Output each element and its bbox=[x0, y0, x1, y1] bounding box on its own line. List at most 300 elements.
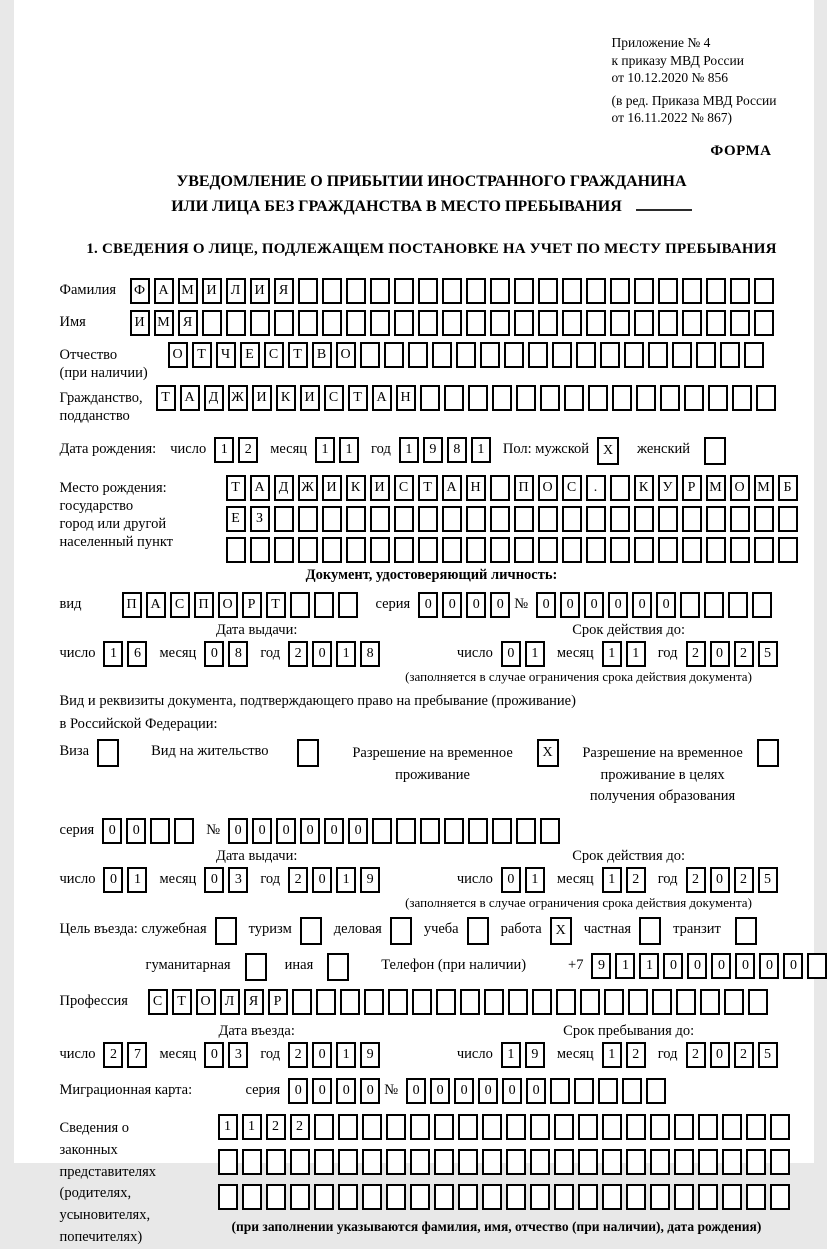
char-cell[interactable]: Б bbox=[778, 475, 798, 501]
residence-series-field[interactable] bbox=[102, 818, 198, 844]
char-cell[interactable]: С bbox=[170, 592, 190, 618]
char-cell[interactable] bbox=[724, 989, 744, 1015]
char-cell[interactable]: 2 bbox=[686, 1042, 706, 1068]
char-cell[interactable] bbox=[658, 278, 678, 304]
char-cell[interactable]: 1 bbox=[639, 953, 659, 979]
char-cell[interactable] bbox=[338, 592, 358, 618]
char-cell[interactable] bbox=[610, 506, 630, 532]
char-cell[interactable]: И bbox=[252, 385, 272, 411]
char-cell[interactable] bbox=[372, 818, 392, 844]
char-cell[interactable] bbox=[274, 537, 294, 563]
char-cell[interactable] bbox=[370, 506, 390, 532]
char-cell[interactable] bbox=[722, 1114, 742, 1140]
char-cell[interactable] bbox=[602, 1184, 622, 1210]
char-cell[interactable] bbox=[650, 1184, 670, 1210]
char-cell[interactable]: О bbox=[730, 475, 750, 501]
residence-number-field[interactable] bbox=[228, 818, 564, 844]
char-cell[interactable]: Е bbox=[226, 506, 246, 532]
valid-month-field[interactable] bbox=[602, 867, 650, 893]
char-cell[interactable]: И bbox=[300, 385, 320, 411]
temp-residence-checkbox[interactable]: X bbox=[537, 739, 559, 767]
char-cell[interactable] bbox=[562, 278, 582, 304]
char-cell[interactable] bbox=[704, 592, 724, 618]
char-cell[interactable] bbox=[682, 537, 702, 563]
char-cell[interactable]: 1 bbox=[127, 867, 147, 893]
char-cell[interactable] bbox=[410, 1184, 430, 1210]
char-cell[interactable] bbox=[562, 310, 582, 336]
stay-month-field[interactable] bbox=[602, 1042, 650, 1068]
char-cell[interactable] bbox=[610, 278, 630, 304]
char-cell[interactable]: Т bbox=[266, 592, 286, 618]
char-cell[interactable] bbox=[340, 989, 360, 1015]
stay-day-field[interactable] bbox=[501, 1042, 549, 1068]
char-cell[interactable] bbox=[360, 342, 380, 368]
char-cell[interactable] bbox=[698, 1149, 718, 1175]
char-cell[interactable] bbox=[588, 385, 608, 411]
char-cell[interactable]: Т bbox=[156, 385, 176, 411]
char-cell[interactable] bbox=[290, 1184, 310, 1210]
purpose-business-checkbox[interactable] bbox=[390, 917, 412, 945]
char-cell[interactable]: 9 bbox=[423, 437, 443, 463]
char-cell[interactable]: Д bbox=[274, 475, 294, 501]
char-cell[interactable]: 0 bbox=[656, 592, 676, 618]
char-cell[interactable]: 0 bbox=[126, 818, 146, 844]
char-cell[interactable] bbox=[730, 506, 750, 532]
char-cell[interactable]: И bbox=[130, 310, 150, 336]
char-cell[interactable]: 3 bbox=[228, 1042, 248, 1068]
char-cell[interactable] bbox=[538, 537, 558, 563]
representatives-row1[interactable] bbox=[218, 1114, 794, 1140]
char-cell[interactable] bbox=[634, 278, 654, 304]
issue-day-field[interactable] bbox=[103, 641, 151, 667]
char-cell[interactable] bbox=[346, 278, 366, 304]
char-cell[interactable] bbox=[482, 1149, 502, 1175]
char-cell[interactable]: 2 bbox=[238, 437, 258, 463]
char-cell[interactable] bbox=[290, 1149, 310, 1175]
char-cell[interactable]: 1 bbox=[336, 641, 356, 667]
char-cell[interactable]: 0 bbox=[228, 818, 248, 844]
char-cell[interactable]: Р bbox=[268, 989, 288, 1015]
char-cell[interactable] bbox=[338, 1149, 358, 1175]
char-cell[interactable] bbox=[218, 1184, 238, 1210]
char-cell[interactable] bbox=[466, 310, 486, 336]
char-cell[interactable]: 8 bbox=[447, 437, 467, 463]
char-cell[interactable] bbox=[514, 278, 534, 304]
char-cell[interactable] bbox=[778, 506, 798, 532]
char-cell[interactable]: К bbox=[346, 475, 366, 501]
char-cell[interactable]: Ф bbox=[130, 278, 150, 304]
char-cell[interactable]: 0 bbox=[312, 1078, 332, 1104]
char-cell[interactable] bbox=[150, 818, 170, 844]
char-cell[interactable]: 0 bbox=[336, 1078, 356, 1104]
char-cell[interactable] bbox=[458, 1149, 478, 1175]
char-cell[interactable] bbox=[674, 1149, 694, 1175]
char-cell[interactable]: К bbox=[634, 475, 654, 501]
char-cell[interactable]: К bbox=[276, 385, 296, 411]
char-cell[interactable] bbox=[602, 1149, 622, 1175]
char-cell[interactable] bbox=[442, 310, 462, 336]
char-cell[interactable]: П bbox=[122, 592, 142, 618]
char-cell[interactable]: 2 bbox=[734, 867, 754, 893]
purpose-private-checkbox[interactable] bbox=[639, 917, 661, 945]
entry-day-field[interactable] bbox=[103, 1042, 151, 1068]
temp-residence-education-checkbox[interactable] bbox=[757, 739, 779, 767]
char-cell[interactable]: Л bbox=[226, 278, 246, 304]
char-cell[interactable]: С bbox=[148, 989, 168, 1015]
entry-year-field[interactable] bbox=[288, 1042, 384, 1068]
char-cell[interactable]: . bbox=[586, 475, 606, 501]
char-cell[interactable]: 1 bbox=[336, 1042, 356, 1068]
char-cell[interactable] bbox=[292, 989, 312, 1015]
char-cell[interactable]: 1 bbox=[525, 641, 545, 667]
char-cell[interactable] bbox=[674, 1114, 694, 1140]
char-cell[interactable] bbox=[652, 989, 672, 1015]
char-cell[interactable] bbox=[346, 537, 366, 563]
char-cell[interactable]: 2 bbox=[290, 1114, 310, 1140]
char-cell[interactable] bbox=[660, 385, 680, 411]
char-cell[interactable]: 2 bbox=[734, 1042, 754, 1068]
char-cell[interactable] bbox=[756, 385, 776, 411]
char-cell[interactable] bbox=[610, 310, 630, 336]
char-cell[interactable] bbox=[676, 989, 696, 1015]
char-cell[interactable]: М bbox=[754, 475, 774, 501]
char-cell[interactable] bbox=[322, 506, 342, 532]
char-cell[interactable] bbox=[490, 278, 510, 304]
char-cell[interactable]: 0 bbox=[526, 1078, 546, 1104]
char-cell[interactable] bbox=[532, 989, 552, 1015]
issue-day-field[interactable] bbox=[103, 867, 151, 893]
char-cell[interactable]: 1 bbox=[525, 867, 545, 893]
char-cell[interactable] bbox=[346, 506, 366, 532]
char-cell[interactable] bbox=[706, 278, 726, 304]
char-cell[interactable] bbox=[648, 342, 668, 368]
char-cell[interactable] bbox=[242, 1184, 262, 1210]
char-cell[interactable]: Т bbox=[226, 475, 246, 501]
char-cell[interactable]: 2 bbox=[686, 641, 706, 667]
char-cell[interactable]: 5 bbox=[758, 1042, 778, 1068]
char-cell[interactable]: И bbox=[322, 475, 342, 501]
char-cell[interactable] bbox=[226, 310, 246, 336]
char-cell[interactable] bbox=[418, 537, 438, 563]
char-cell[interactable]: Р bbox=[242, 592, 262, 618]
char-cell[interactable] bbox=[514, 310, 534, 336]
char-cell[interactable] bbox=[538, 506, 558, 532]
char-cell[interactable]: 0 bbox=[687, 953, 707, 979]
purpose-work-checkbox[interactable]: X bbox=[550, 917, 572, 945]
char-cell[interactable] bbox=[706, 537, 726, 563]
char-cell[interactable] bbox=[650, 1114, 670, 1140]
char-cell[interactable] bbox=[564, 385, 584, 411]
char-cell[interactable] bbox=[730, 278, 750, 304]
char-cell[interactable] bbox=[314, 1114, 334, 1140]
char-cell[interactable] bbox=[316, 989, 336, 1015]
char-cell[interactable]: 1 bbox=[471, 437, 491, 463]
char-cell[interactable] bbox=[604, 989, 624, 1015]
char-cell[interactable] bbox=[420, 818, 440, 844]
char-cell[interactable] bbox=[580, 989, 600, 1015]
char-cell[interactable] bbox=[516, 818, 536, 844]
char-cell[interactable] bbox=[298, 506, 318, 532]
char-cell[interactable]: 1 bbox=[339, 437, 359, 463]
char-cell[interactable] bbox=[550, 1078, 570, 1104]
char-cell[interactable] bbox=[700, 989, 720, 1015]
char-cell[interactable] bbox=[540, 818, 560, 844]
char-cell[interactable] bbox=[490, 310, 510, 336]
char-cell[interactable] bbox=[754, 278, 774, 304]
purpose-other-checkbox[interactable] bbox=[327, 953, 349, 981]
char-cell[interactable]: 2 bbox=[626, 1042, 646, 1068]
char-cell[interactable]: 1 bbox=[602, 641, 622, 667]
char-cell[interactable]: 5 bbox=[758, 641, 778, 667]
char-cell[interactable] bbox=[322, 310, 342, 336]
char-cell[interactable]: 2 bbox=[734, 641, 754, 667]
issue-month-field[interactable] bbox=[204, 867, 252, 893]
issue-year-field[interactable] bbox=[288, 641, 384, 667]
char-cell[interactable] bbox=[370, 310, 390, 336]
char-cell[interactable]: 0 bbox=[252, 818, 272, 844]
char-cell[interactable]: Я bbox=[244, 989, 264, 1015]
char-cell[interactable]: И bbox=[370, 475, 390, 501]
char-cell[interactable] bbox=[722, 1184, 742, 1210]
char-cell[interactable]: О bbox=[196, 989, 216, 1015]
char-cell[interactable]: В bbox=[312, 342, 332, 368]
char-cell[interactable]: П bbox=[194, 592, 214, 618]
char-cell[interactable]: Ж bbox=[298, 475, 318, 501]
char-cell[interactable] bbox=[578, 1114, 598, 1140]
char-cell[interactable]: О bbox=[336, 342, 356, 368]
char-cell[interactable] bbox=[466, 278, 486, 304]
char-cell[interactable]: А bbox=[180, 385, 200, 411]
migration-number-field[interactable] bbox=[406, 1078, 670, 1104]
visa-checkbox[interactable] bbox=[97, 739, 119, 767]
char-cell[interactable] bbox=[290, 592, 310, 618]
valid-year-field[interactable] bbox=[686, 641, 782, 667]
char-cell[interactable] bbox=[538, 310, 558, 336]
char-cell[interactable] bbox=[778, 537, 798, 563]
char-cell[interactable]: 0 bbox=[276, 818, 296, 844]
char-cell[interactable]: Н bbox=[466, 475, 486, 501]
char-cell[interactable] bbox=[634, 506, 654, 532]
char-cell[interactable]: 1 bbox=[214, 437, 234, 463]
char-cell[interactable]: 9 bbox=[591, 953, 611, 979]
char-cell[interactable]: 1 bbox=[399, 437, 419, 463]
char-cell[interactable] bbox=[754, 310, 774, 336]
purpose-transit-checkbox[interactable] bbox=[735, 917, 757, 945]
char-cell[interactable] bbox=[698, 1184, 718, 1210]
char-cell[interactable] bbox=[636, 385, 656, 411]
char-cell[interactable] bbox=[744, 342, 764, 368]
char-cell[interactable] bbox=[610, 537, 630, 563]
char-cell[interactable] bbox=[598, 1078, 618, 1104]
char-cell[interactable]: 1 bbox=[602, 867, 622, 893]
char-cell[interactable] bbox=[410, 1149, 430, 1175]
char-cell[interactable] bbox=[362, 1114, 382, 1140]
char-cell[interactable] bbox=[684, 385, 704, 411]
char-cell[interactable]: 0 bbox=[478, 1078, 498, 1104]
char-cell[interactable]: А bbox=[146, 592, 166, 618]
char-cell[interactable]: М bbox=[178, 278, 198, 304]
char-cell[interactable] bbox=[420, 385, 440, 411]
patronymic-field[interactable] bbox=[168, 342, 768, 368]
char-cell[interactable]: М bbox=[154, 310, 174, 336]
char-cell[interactable] bbox=[458, 1184, 478, 1210]
char-cell[interactable]: С bbox=[562, 475, 582, 501]
char-cell[interactable] bbox=[314, 592, 334, 618]
char-cell[interactable] bbox=[434, 1184, 454, 1210]
purpose-official-checkbox[interactable] bbox=[215, 917, 237, 945]
char-cell[interactable] bbox=[754, 506, 774, 532]
char-cell[interactable]: 0 bbox=[632, 592, 652, 618]
char-cell[interactable]: 0 bbox=[735, 953, 755, 979]
char-cell[interactable]: Е bbox=[240, 342, 260, 368]
char-cell[interactable] bbox=[574, 1078, 594, 1104]
char-cell[interactable] bbox=[322, 537, 342, 563]
char-cell[interactable]: Ж bbox=[228, 385, 248, 411]
char-cell[interactable]: 5 bbox=[758, 867, 778, 893]
char-cell[interactable] bbox=[484, 989, 504, 1015]
issue-month-field[interactable] bbox=[204, 641, 252, 667]
char-cell[interactable]: 0 bbox=[501, 641, 521, 667]
purpose-humanitarian-checkbox[interactable] bbox=[245, 953, 267, 981]
char-cell[interactable] bbox=[730, 310, 750, 336]
char-cell[interactable] bbox=[314, 1184, 334, 1210]
char-cell[interactable]: А bbox=[154, 278, 174, 304]
char-cell[interactable] bbox=[610, 475, 630, 501]
char-cell[interactable]: 1 bbox=[315, 437, 335, 463]
char-cell[interactable] bbox=[468, 385, 488, 411]
char-cell[interactable] bbox=[226, 537, 246, 563]
char-cell[interactable]: 1 bbox=[615, 953, 635, 979]
char-cell[interactable] bbox=[460, 989, 480, 1015]
char-cell[interactable]: 0 bbox=[360, 1078, 380, 1104]
char-cell[interactable]: 0 bbox=[710, 1042, 730, 1068]
char-cell[interactable] bbox=[682, 310, 702, 336]
char-cell[interactable]: Р bbox=[682, 475, 702, 501]
char-cell[interactable]: 9 bbox=[360, 867, 380, 893]
char-cell[interactable] bbox=[412, 989, 432, 1015]
char-cell[interactable] bbox=[250, 310, 270, 336]
char-cell[interactable] bbox=[554, 1114, 574, 1140]
purpose-tourism-checkbox[interactable] bbox=[300, 917, 322, 945]
char-cell[interactable] bbox=[578, 1184, 598, 1210]
char-cell[interactable]: М bbox=[706, 475, 726, 501]
char-cell[interactable] bbox=[530, 1184, 550, 1210]
char-cell[interactable]: С bbox=[324, 385, 344, 411]
char-cell[interactable] bbox=[516, 385, 536, 411]
char-cell[interactable] bbox=[554, 1149, 574, 1175]
char-cell[interactable]: 0 bbox=[502, 1078, 522, 1104]
char-cell[interactable] bbox=[370, 278, 390, 304]
char-cell[interactable]: 0 bbox=[536, 592, 556, 618]
char-cell[interactable] bbox=[266, 1184, 286, 1210]
char-cell[interactable] bbox=[482, 1184, 502, 1210]
char-cell[interactable] bbox=[612, 385, 632, 411]
char-cell[interactable] bbox=[562, 537, 582, 563]
char-cell[interactable]: С bbox=[264, 342, 284, 368]
char-cell[interactable] bbox=[506, 1149, 526, 1175]
char-cell[interactable]: О bbox=[168, 342, 188, 368]
char-cell[interactable]: 2 bbox=[103, 1042, 123, 1068]
char-cell[interactable]: 0 bbox=[348, 818, 368, 844]
char-cell[interactable]: 6 bbox=[127, 641, 147, 667]
char-cell[interactable] bbox=[466, 506, 486, 532]
char-cell[interactable]: Т bbox=[192, 342, 212, 368]
char-cell[interactable]: 1 bbox=[602, 1042, 622, 1068]
issue-year-field[interactable] bbox=[288, 867, 384, 893]
char-cell[interactable]: Л bbox=[220, 989, 240, 1015]
char-cell[interactable]: О bbox=[218, 592, 238, 618]
char-cell[interactable] bbox=[490, 537, 510, 563]
char-cell[interactable]: А bbox=[372, 385, 392, 411]
char-cell[interactable]: Я bbox=[178, 310, 198, 336]
char-cell[interactable]: 1 bbox=[626, 641, 646, 667]
char-cell[interactable]: 0 bbox=[560, 592, 580, 618]
char-cell[interactable]: 0 bbox=[711, 953, 731, 979]
char-cell[interactable]: З bbox=[250, 506, 270, 532]
char-cell[interactable] bbox=[386, 1149, 406, 1175]
char-cell[interactable] bbox=[442, 506, 462, 532]
birth-year-field[interactable] bbox=[399, 437, 495, 463]
char-cell[interactable]: О bbox=[538, 475, 558, 501]
phone-field[interactable] bbox=[591, 953, 827, 979]
char-cell[interactable]: 0 bbox=[103, 867, 123, 893]
char-cell[interactable] bbox=[770, 1149, 790, 1175]
char-cell[interactable]: 0 bbox=[442, 592, 462, 618]
char-cell[interactable]: 8 bbox=[228, 641, 248, 667]
char-cell[interactable] bbox=[458, 1114, 478, 1140]
valid-year-field[interactable] bbox=[686, 867, 782, 893]
char-cell[interactable] bbox=[408, 342, 428, 368]
char-cell[interactable] bbox=[708, 385, 728, 411]
birth-day-field[interactable] bbox=[214, 437, 262, 463]
char-cell[interactable]: 9 bbox=[360, 1042, 380, 1068]
doc-series-field[interactable] bbox=[418, 592, 514, 618]
char-cell[interactable]: С bbox=[394, 475, 414, 501]
char-cell[interactable]: 0 bbox=[204, 867, 224, 893]
residence-permit-checkbox[interactable] bbox=[297, 739, 319, 767]
char-cell[interactable] bbox=[346, 310, 366, 336]
char-cell[interactable] bbox=[410, 1114, 430, 1140]
char-cell[interactable]: Т bbox=[418, 475, 438, 501]
char-cell[interactable]: 1 bbox=[218, 1114, 238, 1140]
char-cell[interactable] bbox=[394, 310, 414, 336]
char-cell[interactable] bbox=[556, 989, 576, 1015]
valid-month-field[interactable] bbox=[602, 641, 650, 667]
char-cell[interactable] bbox=[706, 506, 726, 532]
char-cell[interactable]: А bbox=[442, 475, 462, 501]
char-cell[interactable] bbox=[720, 342, 740, 368]
char-cell[interactable] bbox=[442, 278, 462, 304]
char-cell[interactable]: 0 bbox=[102, 818, 122, 844]
char-cell[interactable] bbox=[370, 537, 390, 563]
char-cell[interactable] bbox=[682, 506, 702, 532]
char-cell[interactable] bbox=[528, 342, 548, 368]
char-cell[interactable] bbox=[506, 1114, 526, 1140]
char-cell[interactable] bbox=[728, 592, 748, 618]
char-cell[interactable] bbox=[626, 1184, 646, 1210]
char-cell[interactable] bbox=[490, 475, 510, 501]
doc-number-field[interactable] bbox=[536, 592, 776, 618]
char-cell[interactable]: 9 bbox=[525, 1042, 545, 1068]
purpose-study-checkbox[interactable] bbox=[467, 917, 489, 945]
char-cell[interactable] bbox=[418, 310, 438, 336]
char-cell[interactable] bbox=[746, 1184, 766, 1210]
char-cell[interactable]: 2 bbox=[288, 641, 308, 667]
char-cell[interactable] bbox=[628, 989, 648, 1015]
char-cell[interactable] bbox=[386, 1114, 406, 1140]
char-cell[interactable] bbox=[298, 537, 318, 563]
char-cell[interactable] bbox=[514, 537, 534, 563]
